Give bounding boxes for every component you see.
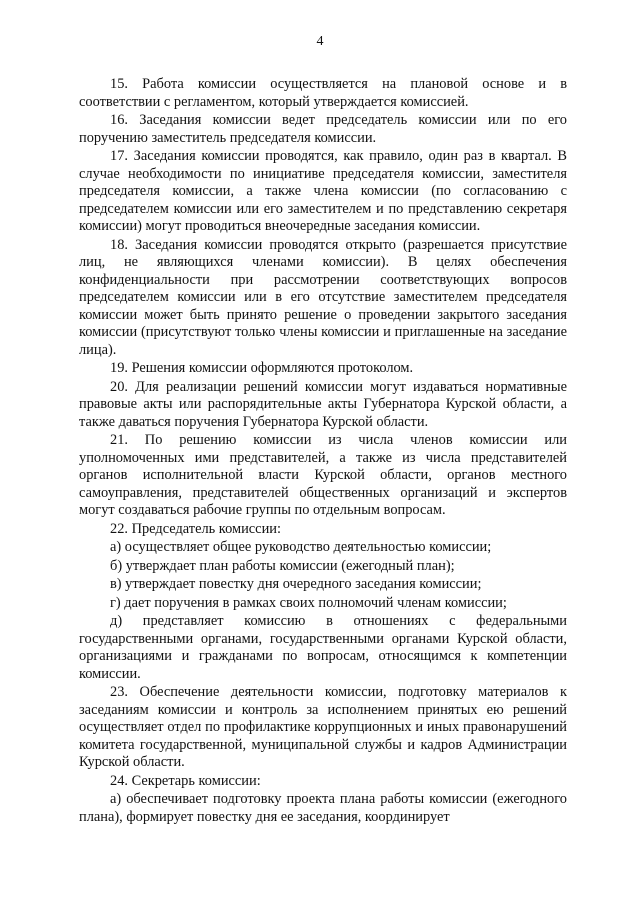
paragraph-20: 20. Для реализации решений комиссии могут издаваться нормативные правовые акты или распорядительные акты Губернатора Курской области, а также даваться поручения Губернатора Курской области.	[79, 378, 567, 430]
paragraph-18: 18. Заседания комиссии проводятся открыто (разрешается присутствие лиц, не являющихся членами комиссии). В целях обеспечения конфиденциальности при рассмотрении соответствующих вопросов председателем комиссии или в его отсутствие заместителем председателя комиссии может быть принято решение о проведении закрытого заседания комиссии (присутствуют только члены комиссии и приглашенные на заседание лица).	[79, 236, 567, 358]
paragraph-22: 22. Председатель комиссии:	[110, 520, 281, 537]
list-item-24a: а) обеспечивает подготовку проекта плана работы комиссии (ежегодного плана), формирует повестку дня ее заседания, координирует	[79, 791, 567, 825]
list-item-22e: д) представляет комиссию в отношениях с федеральными государственными органами, государственными органами Курской области, организациями и гражданами по вопросам, относящимся к компетенции комиссии.	[79, 613, 567, 682]
paragraph-19: 19. Решения комиссии оформляются протоколом.	[110, 360, 414, 376]
paragraph-23: 23. Обеспечение деятельности комиссии, подготовку материалов к заседаниям комиссии и контроль за исполнением принятых ею решений осуществляет отдел по профилактике коррупционных и иных правонарушений комитета государственной, муниципальной службы и кадров Администрации Курской области.	[79, 684, 567, 770]
paragraph-21: 21. По решению комиссии из числа членов комиссии или уполномоченных ими представителей, а также из числа представителей органов исполнительной власти Курской области, органов местного самоуправления, представителей общественных организаций и экспертов могут создаваться рабочие группы по отдельным вопросам.	[79, 432, 567, 518]
list-item-22d: г) дает поручения в рамках своих полномочий членам комиссии;	[110, 594, 507, 611]
paragraph-16: 16. Заседания комиссии ведет председатель комиссии или по его поручению заместитель председателя комиссии.	[79, 112, 567, 146]
list-item-22b: б) утверждает план работы комиссии (ежегодный план);	[110, 557, 455, 574]
list-item-22c: в) утверждает повестку дня очередного заседания комиссии;	[110, 576, 482, 592]
list-item-22a: а) осуществляет общее руководство деятельностью комиссии;	[110, 539, 492, 555]
document-body	[79, 76, 567, 826]
paragraph-24: 24. Секретарь комиссии:	[110, 772, 261, 789]
paragraph-17: 17. Заседания комиссии проводятся, как правило, один раз в квартал. В случае необходимости по инициативе председателя комиссии, заместителя председателя комиссии, а также члена комиссии (по согласованию с председателем комиссии или его заместителем и по представлению секретаря комиссии) могут проводиться внеочередные заседания комиссии.	[79, 148, 567, 234]
paragraph-15: 15. Работа комиссии осуществляется на плановой основе и в соответствии с регламентом, который утверждается комиссией.	[79, 76, 567, 110]
page-number: 4	[316, 34, 324, 49]
